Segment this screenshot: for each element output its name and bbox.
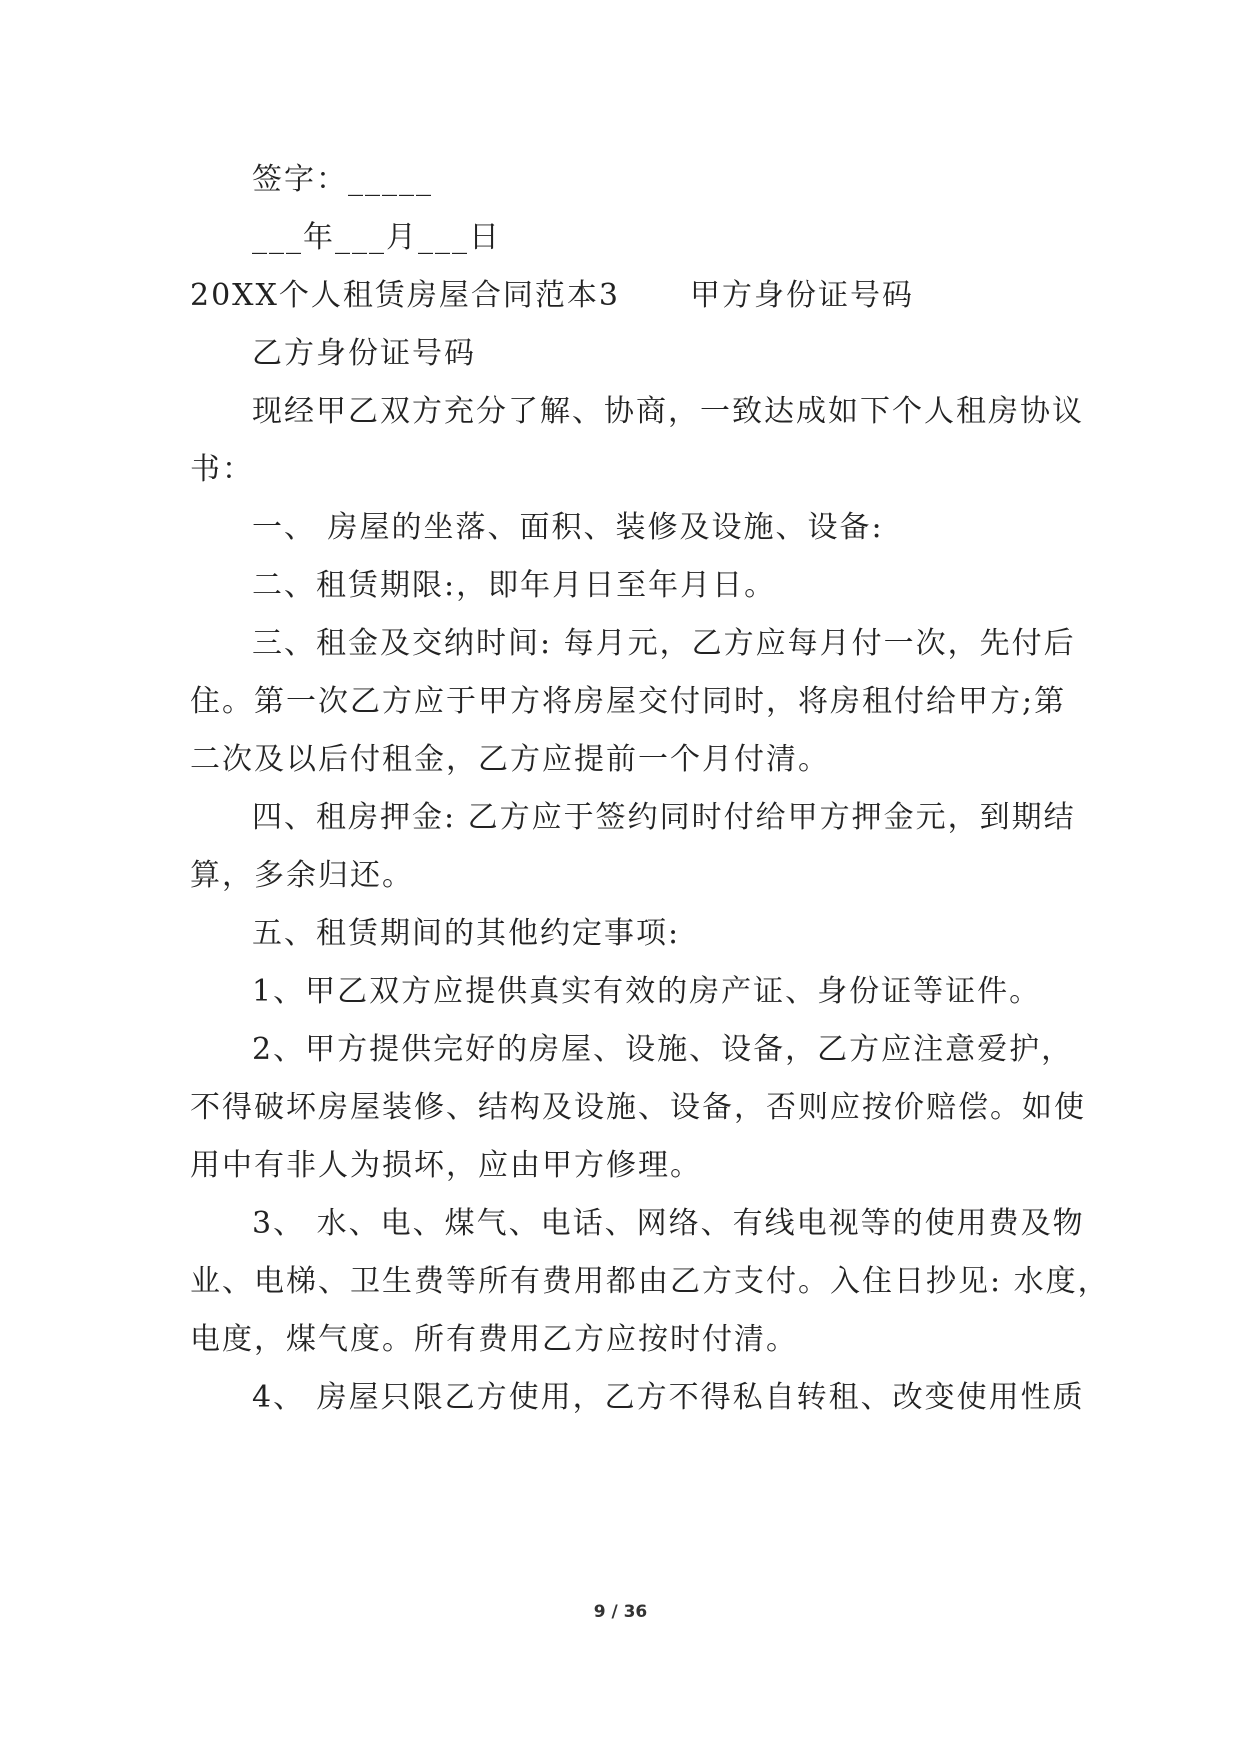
preamble-line-2: 书： <box>190 452 254 487</box>
item-2-line-2: 不得破坏房屋装修、结构及设施、设备，否则应按价赔偿。如使 <box>190 1090 1086 1125</box>
item-1: 1、甲乙双方应提供真实有效的房产证、身份证等证件。 <box>252 974 1042 1009</box>
party-a-id-label: 甲方身份证号码 <box>689 278 914 313</box>
clause-5-heading: 五、租赁期间的其他约定事项: <box>252 916 681 951</box>
page-number: 9 / 36 <box>593 1602 648 1622</box>
clause-1: 一、 房屋的坐落、面积、装修及设施、设备: <box>252 510 884 545</box>
contract-heading-line <box>190 276 914 316</box>
item-4-line-1: 4、 房屋只限乙方使用，乙方不得私自转租、改变使用性质 <box>252 1380 1085 1415</box>
clause-4-line-1: 四、租房押金: 乙方应于签约同时付给甲方押金元，到期结 <box>252 800 1076 835</box>
party-b-id-label: 乙方身份证号码 <box>252 336 476 371</box>
item-3-line-3: 电度，煤气度。所有费用乙方应按时付清。 <box>190 1322 798 1357</box>
date-line: ___年___月___日 <box>252 220 501 255</box>
preamble-line-1: 现经甲乙双方充分了解、协商，一致达成如下个人租房协议 <box>252 394 1084 429</box>
item-2-line-1: 2、甲方提供完好的房屋、设施、设备，乙方应注意爱护， <box>252 1032 1074 1067</box>
item-3-line-1: 3、 水、电、煤气、电话、网络、有线电视等的使用费及物 <box>252 1206 1085 1241</box>
clause-3-line-1: 三、租金及交纳时间: 每月元，乙方应每月付一次，先付后 <box>252 626 1076 661</box>
clause-3-line-3: 二次及以后付租金，乙方应提前一个月付清。 <box>190 742 830 777</box>
clause-2: 二、租赁期限:，即年月日至年月日。 <box>252 568 777 603</box>
signature-line: 签字：_____ <box>252 162 433 197</box>
contract-title: 20XX个人租赁房屋合同范本3 <box>190 278 620 313</box>
item-3-line-2: 业、电梯、卫生费等所有费用都由乙方支付。入住日抄见: 水度， <box>190 1264 1110 1299</box>
clause-4-line-2: 算，多余归还。 <box>190 858 414 893</box>
clause-3-line-2: 住。第一次乙方应于甲方将房屋交付同时，将房租付给甲方;第 <box>190 684 1067 719</box>
item-2-line-3: 用中有非人为损坏，应由甲方修理。 <box>190 1148 702 1183</box>
